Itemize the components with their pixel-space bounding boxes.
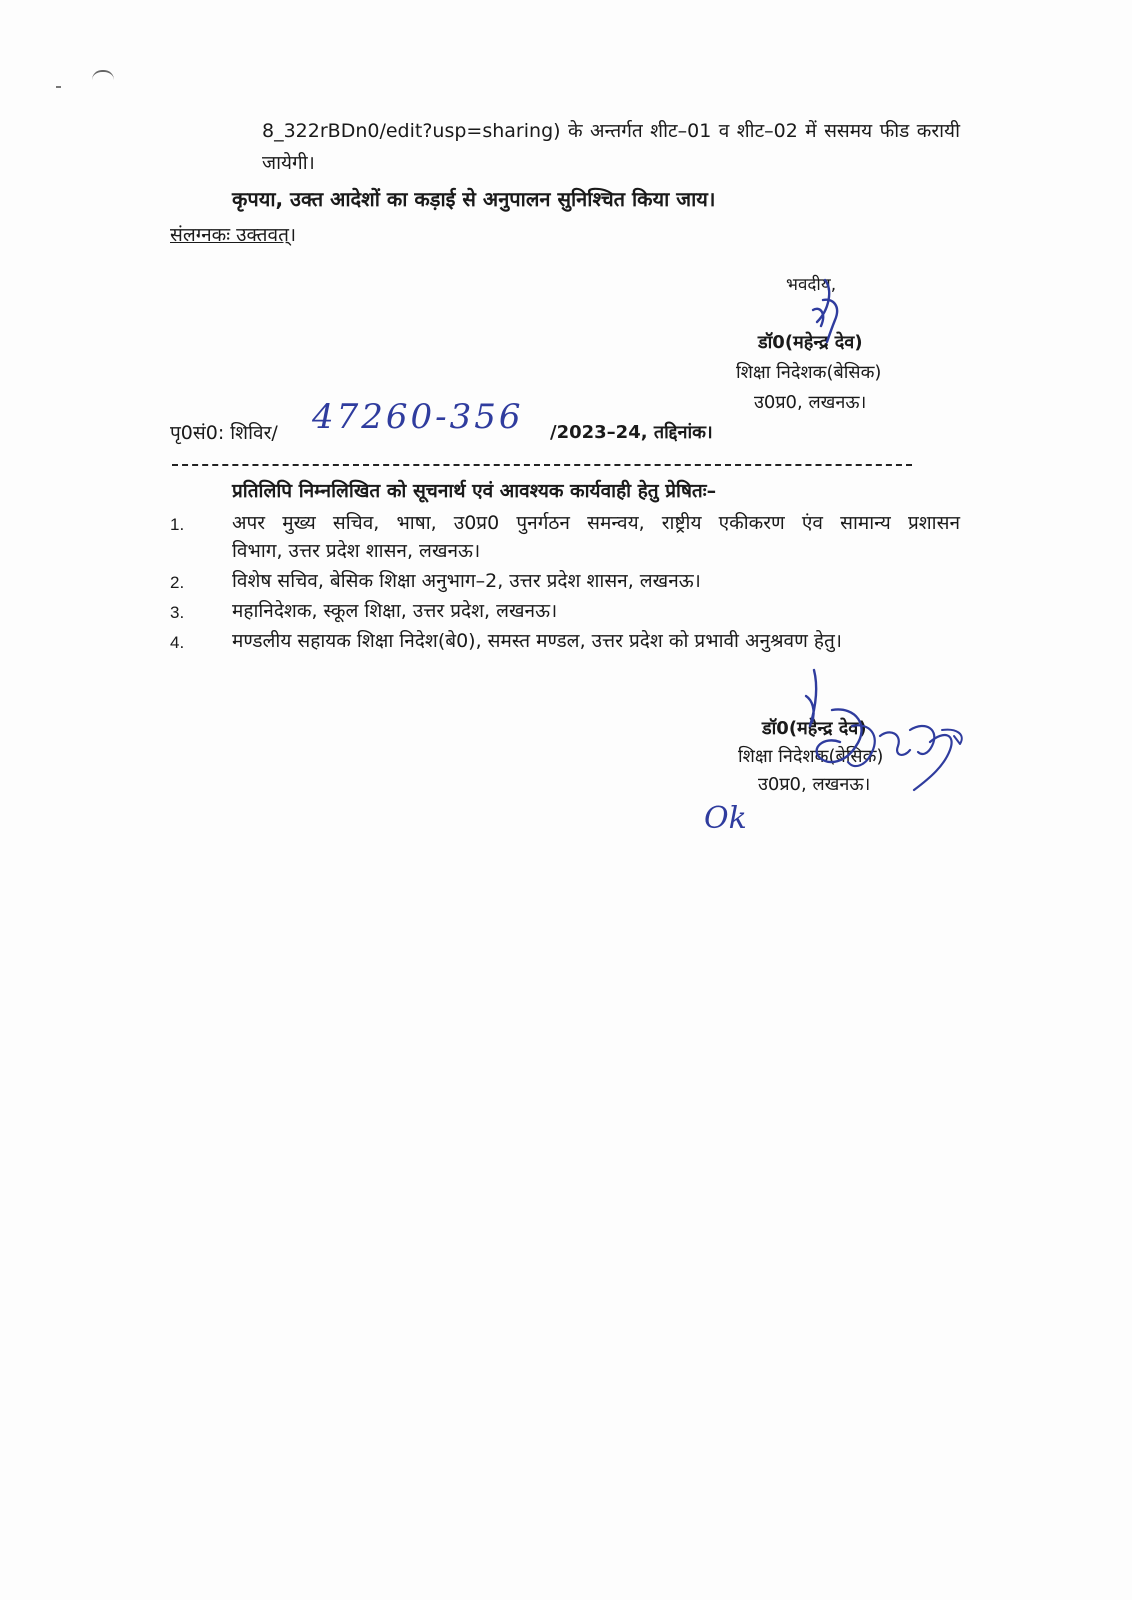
reference-prefix: पृ0सं0: शिविर/: [170, 422, 278, 444]
continuation-line-2: जायेगी।: [262, 152, 315, 174]
copy-item-text-continued: विभाग, उत्तर प्रदेश शासन, लखनऊ।: [232, 540, 481, 562]
copy-item-text: मण्डलीय सहायक शिक्षा निदेश(बे0), समस्त मण्डल, उत्तर प्रदेश को प्रभावी अनुश्रवण हेतु।: [232, 630, 842, 652]
copy-item-text: महानिदेशक, स्कूल शिक्षा, उत्तर प्रदेश, लखनऊ।: [232, 600, 558, 622]
enclosure-label: संलग्नकः उक्तवत्: [170, 224, 289, 246]
copy-intro: प्रतिलिपि निम्नलिखित को सूचनार्थ एवं आवश्यक कार्यवाही हेतु प्रेषितः–: [232, 480, 717, 502]
signatory-name-1: डॉ0(महेन्द्र देव): [758, 332, 863, 353]
signatory-office-1: उ0प्र0, लखनऊ।: [754, 392, 867, 413]
separator-line: [172, 464, 912, 466]
reference-suffix: /2023–24, तद्दिनांक।: [550, 422, 713, 443]
signature-ink-1: [805, 270, 865, 350]
copy-item-number: 4.: [170, 633, 185, 652]
request-paragraph: कृपया, उक्त आदेशों का कड़ाई से अनुपालन सुनिश्चित किया जाय।: [232, 187, 716, 211]
copy-item-text: अपर मुख्य सचिव, भाषा, उ0प्र0 पुनर्गठन समन्वय, राष्ट्रीय एकीकरण एंव सामान्य प्रशासन: [232, 512, 960, 534]
closing-text: भवदीय,: [786, 275, 837, 295]
signatory-name-2: डॉ0(महेन्द्र देव): [762, 718, 867, 739]
copy-item-number: 2.: [170, 573, 185, 592]
handwritten-ok-note: Ok: [704, 801, 747, 836]
signatory-designation-2: शिक्षा निदेशक(बेसिक): [738, 746, 884, 767]
signatory-designation-1: शिक्षा निदेशक(बेसिक): [736, 362, 882, 383]
scan-artifact-dot: [56, 86, 61, 88]
copy-item-number: 1.: [170, 515, 185, 534]
continuation-line-1: 8_322rBDn0/edit?usp=sharing) के अन्तर्गत शीट–01 व शीट–02 में ससमय फीड करायी: [262, 120, 960, 142]
enclosure-end: ।: [288, 224, 297, 246]
signatory-office-2: उ0प्र0, लखनऊ।: [758, 774, 871, 795]
reference-handwritten-number: 47260-356: [312, 397, 524, 437]
copy-item-text: विशेष सचिव, बेसिक शिक्षा अनुभाग–2, उत्तर प्रदेश शासन, लखनऊ।: [232, 570, 701, 592]
copy-item-number: 3.: [170, 603, 185, 622]
signature-ink-2: [760, 666, 980, 806]
enclosure-line: [170, 222, 296, 248]
scan-artifact-mark: [92, 70, 114, 82]
